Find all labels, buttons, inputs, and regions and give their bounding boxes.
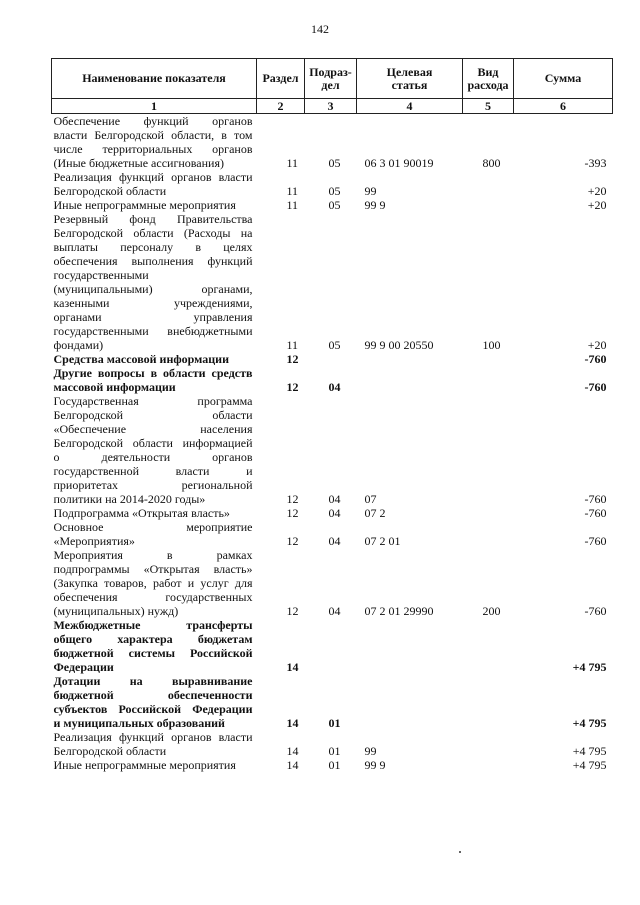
header-podrazdel xyxy=(305,59,357,99)
table-row xyxy=(52,730,613,758)
row-podrazdel: 04 xyxy=(328,604,341,618)
row-vid: 800 xyxy=(482,156,501,170)
row-celevaya xyxy=(357,674,463,730)
row-summa: -760 xyxy=(584,352,607,366)
row-name-line: Белгородской области информацией xyxy=(53,436,253,450)
row-vid xyxy=(463,198,514,212)
column-number: 3 xyxy=(305,99,357,114)
row-name-line: Основное мероприятие xyxy=(53,520,253,534)
row-summa: +20 xyxy=(587,198,607,212)
row-summa: +4 795 xyxy=(572,744,607,758)
row-razdel: 12 xyxy=(286,380,299,394)
row-vid xyxy=(463,366,514,394)
row-podrazdel: 05 xyxy=(328,198,341,212)
row-summa: -393 xyxy=(584,156,607,170)
row-razdel: 12 xyxy=(286,506,299,520)
row-name xyxy=(52,506,257,520)
row-name xyxy=(52,520,257,548)
row-name-line: о деятельности органов xyxy=(53,450,253,464)
table-row xyxy=(52,212,613,352)
row-name-line: Обеспечение функций органов xyxy=(53,114,253,128)
row-razdel: 12 xyxy=(286,534,299,548)
row-name-line: Белгородской области (Расходы на xyxy=(53,226,253,240)
header-celevaya-line1: Целевая xyxy=(386,64,433,79)
row-name-line: общего характера бюджетам xyxy=(53,632,253,646)
row-celevaya: 07 xyxy=(364,492,377,506)
header-vid-line2: расхода xyxy=(467,77,509,92)
table-row xyxy=(52,170,613,198)
row-podrazdel: 05 xyxy=(328,338,341,352)
row-name-line: обеспечения государственных xyxy=(53,590,253,604)
row-vid xyxy=(463,170,514,198)
table-row xyxy=(52,506,613,520)
row-name-line: Реализация функций органов власти xyxy=(53,170,253,184)
row-summa: +4 795 xyxy=(572,758,607,772)
row-summa: +20 xyxy=(587,338,607,352)
row-summa: +20 xyxy=(587,184,607,198)
row-name-line: фондами) xyxy=(53,338,104,352)
row-razdel: 11 xyxy=(286,198,299,212)
budget-table xyxy=(51,58,613,772)
row-name xyxy=(52,198,257,212)
row-podrazdel: 05 xyxy=(328,184,341,198)
row-summa: -760 xyxy=(584,380,607,394)
row-name-line: Подпрограмма «Открытая власть» xyxy=(53,506,230,520)
row-celevaya: 99 xyxy=(364,744,377,758)
row-razdel: 11 xyxy=(286,184,299,198)
page-number: 142 xyxy=(311,22,329,36)
row-name-line: подпрограммы «Открытая власть» xyxy=(53,562,253,576)
row-name-line: Иные непрограммные мероприятия xyxy=(53,758,236,772)
row-name xyxy=(52,758,257,772)
row-podrazdel xyxy=(305,352,357,366)
row-name-line: политики на 2014-2020 годы» xyxy=(53,492,206,506)
row-name-line: государственными xyxy=(53,268,149,282)
row-razdel: 11 xyxy=(286,338,299,352)
row-name xyxy=(52,394,257,506)
row-podrazdel: 01 xyxy=(328,716,341,730)
row-name-line: бюджетной обеспеченности xyxy=(53,688,253,702)
row-vid xyxy=(463,506,514,520)
header-podrazdel-line2: дел xyxy=(321,77,340,92)
row-vid xyxy=(463,520,514,548)
table-row xyxy=(52,352,613,366)
row-celevaya: 99 9 00 20550 xyxy=(364,338,434,352)
table-body xyxy=(52,114,613,773)
row-name-line: Реализация функций органов власти xyxy=(53,730,253,744)
row-name-line: Резервный фонд Правительства xyxy=(53,212,253,226)
column-number: 2 xyxy=(257,99,305,114)
row-podrazdel: 04 xyxy=(328,492,341,506)
row-name-line: выплаты персоналу в целях xyxy=(53,240,253,254)
row-name-line: бюджетной системы Российской xyxy=(53,646,253,660)
row-name-line: (Закупка товаров, работ и услуг для xyxy=(53,576,253,590)
stray-dot xyxy=(459,851,461,853)
row-name xyxy=(52,352,257,366)
header-name: Наименование показателя xyxy=(52,59,257,99)
row-podrazdel: 04 xyxy=(328,380,341,394)
row-vid: 200 xyxy=(482,604,501,618)
row-name-line: Средства массовой информации xyxy=(53,352,229,366)
row-celevaya: 99 9 xyxy=(364,198,386,212)
row-name xyxy=(52,618,257,674)
row-celevaya xyxy=(357,618,463,674)
row-vid xyxy=(463,674,514,730)
table-row xyxy=(52,520,613,548)
row-podrazdel: 04 xyxy=(328,506,341,520)
row-razdel: 12 xyxy=(286,352,299,366)
row-celevaya xyxy=(357,366,463,394)
row-razdel: 12 xyxy=(286,604,299,618)
row-name-line: государственной власти и xyxy=(53,464,253,478)
row-name xyxy=(52,548,257,618)
row-name-line: числе территориальных органов xyxy=(53,142,253,156)
row-name-line: обеспечения выполнения функций xyxy=(53,254,253,268)
row-name-line: Иные непрограммные мероприятия xyxy=(53,198,236,212)
row-name-line: субъектов Российской Федерации xyxy=(53,702,253,716)
column-number: 4 xyxy=(357,99,463,114)
column-number: 5 xyxy=(463,99,514,114)
row-name-line: органами управления xyxy=(53,310,253,324)
row-celevaya: 99 xyxy=(364,184,377,198)
header-vid xyxy=(463,59,514,99)
row-name-line: казенными учреждениями, xyxy=(53,296,253,310)
row-podrazdel: 01 xyxy=(328,744,341,758)
row-name-line: Дотации на выравнивание xyxy=(53,674,253,688)
row-name-line: «Мероприятия» xyxy=(53,534,135,548)
row-celevaya xyxy=(357,352,463,366)
header-podrazdel-line1: Подраз- xyxy=(309,64,352,79)
row-name xyxy=(52,114,257,171)
row-name-line: (муниципальных) нужд) xyxy=(53,604,179,618)
row-celevaya: 99 9 xyxy=(364,758,386,772)
row-name-line: массовой информации xyxy=(53,380,176,394)
row-celevaya: 07 2 01 29990 xyxy=(364,604,434,618)
row-name-line: власти Белгородской области, в том xyxy=(53,128,253,142)
column-number-row xyxy=(52,99,613,114)
row-summa: -760 xyxy=(584,534,607,548)
row-name-line: Мероприятия в рамках xyxy=(53,548,253,562)
row-podrazdel: 04 xyxy=(328,534,341,548)
row-name xyxy=(52,212,257,352)
row-summa: +4 795 xyxy=(572,660,607,674)
row-razdel: 14 xyxy=(286,758,299,772)
row-celevaya: 07 2 xyxy=(364,506,386,520)
column-number: 1 xyxy=(52,99,257,114)
column-number: 6 xyxy=(514,99,613,114)
row-razdel: 14 xyxy=(286,744,299,758)
row-vid xyxy=(463,394,514,506)
row-name-line: «Обеспечение населения xyxy=(53,422,253,436)
row-name-line: государственными внебюджетными xyxy=(53,324,253,338)
table-row xyxy=(52,548,613,618)
row-name-line: Межбюджетные трансферты xyxy=(53,618,253,632)
header-celevaya-line2: статья xyxy=(391,77,428,92)
row-celevaya: 07 2 01 xyxy=(364,534,401,548)
row-name-line: (муниципальными) органами, xyxy=(53,282,253,296)
row-celevaya: 06 3 01 90019 xyxy=(364,156,434,170)
row-name-line: Федерации xyxy=(53,660,114,674)
row-razdel: 11 xyxy=(286,156,299,170)
row-name xyxy=(52,674,257,730)
row-name-line: приоритетах региональной xyxy=(53,478,253,492)
header-celevaya xyxy=(357,59,463,99)
row-name-line: Белгородской области xyxy=(53,184,167,198)
row-name-line: Другие вопросы в области средств xyxy=(53,366,253,380)
row-name-line: Государственная программа xyxy=(53,394,253,408)
table-header-row xyxy=(52,59,613,99)
row-summa: -760 xyxy=(584,506,607,520)
row-podrazdel: 01 xyxy=(328,758,341,772)
row-vid xyxy=(463,618,514,674)
row-name-line: Белгородской области xyxy=(53,408,253,422)
row-podrazdel xyxy=(305,618,357,674)
row-name-line: (Иные бюджетные ассигнования) xyxy=(53,156,224,170)
row-podrazdel: 05 xyxy=(328,156,341,170)
table-row xyxy=(52,114,613,171)
table-row xyxy=(52,758,613,772)
row-name xyxy=(52,170,257,198)
row-vid xyxy=(463,758,514,772)
table-row xyxy=(52,198,613,212)
row-name xyxy=(52,730,257,758)
header-summa: Сумма xyxy=(514,59,613,99)
row-vid xyxy=(463,352,514,366)
row-summa: -760 xyxy=(584,492,607,506)
row-name-line: и муниципальных образований xyxy=(53,716,225,730)
row-razdel: 14 xyxy=(286,660,299,674)
row-razdel: 14 xyxy=(286,716,299,730)
row-vid: 100 xyxy=(482,338,501,352)
table-row xyxy=(52,674,613,730)
table-row xyxy=(52,366,613,394)
row-summa: -760 xyxy=(584,604,607,618)
row-name-line: Белгородской области xyxy=(53,744,167,758)
row-razdel: 12 xyxy=(286,492,299,506)
row-name xyxy=(52,366,257,394)
table-row xyxy=(52,618,613,674)
row-summa: +4 795 xyxy=(572,716,607,730)
table-row xyxy=(52,394,613,506)
header-vid-line1: Вид xyxy=(477,64,499,79)
row-vid xyxy=(463,730,514,758)
header-razdel: Раздел xyxy=(257,59,305,99)
